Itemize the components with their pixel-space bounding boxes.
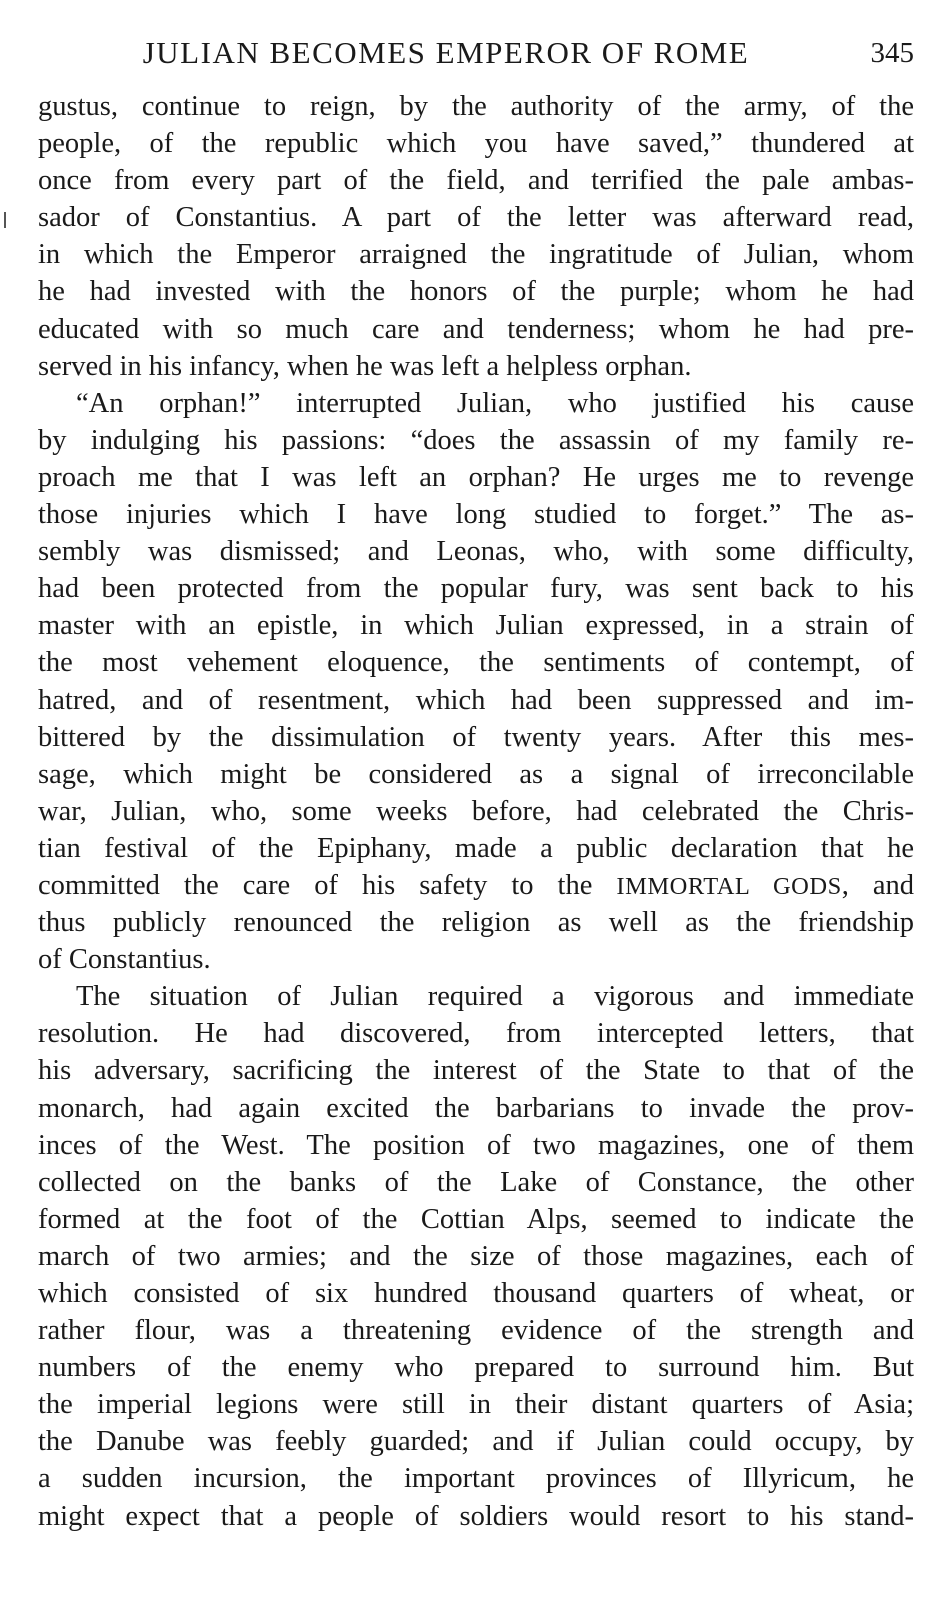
text-line: by indulging his passions: “does the assassin of my family re-	[38, 424, 914, 456]
text-line: rather flour, was a threatening evidence of the strength and	[38, 1315, 914, 1347]
text-line: thus publicly renounced the religion as well as the friendship	[38, 907, 914, 939]
text-line: his adversary, sacrificing the interest of the State to that of the	[38, 1055, 914, 1087]
paragraph-start-line: “An orphan!” interrupted Julian, who justified his cause	[76, 387, 914, 419]
text-line: a sudden incursion, the important provinces of Illyricum, he	[38, 1463, 914, 1495]
text-line: educated with so much care and tenderness; whom he had pre-	[38, 313, 914, 345]
text-line: might expect that a people of soldiers would resort to his stand-	[38, 1500, 914, 1532]
text-line: once from every part of the field, and terrified the pale ambas-	[38, 165, 914, 197]
text-line: bittered by the dissimulation of twenty years. After this mes-	[38, 721, 914, 753]
text-line: numbers of the enemy who prepared to surround him. But	[38, 1352, 914, 1384]
text-line: sembly was dismissed; and Leonas, who, with some difficulty,	[38, 536, 914, 568]
text-line: gustus, continue to reign, by the authority of the army, of the	[38, 91, 914, 122]
text-line: the most vehement eloquence, the sentiments of contempt, of	[38, 647, 914, 679]
text-line: monarch, had again excited the barbarians to invade the prov-	[38, 1092, 914, 1124]
running-head	[38, 30, 914, 76]
text-line-with-small-caps	[38, 867, 914, 904]
text-line: war, Julian, who, some weeks before, had celebrated the Chris-	[38, 795, 914, 827]
text-line: resolution. He had discovered, from intercepted letters, that	[38, 1018, 914, 1050]
text-line: of Constantius.	[38, 944, 211, 976]
text-line: he had invested with the honors of the purple; whom he had	[38, 276, 914, 308]
text-line: in which the Emperor arraigned the ingratitude of Julian, whom	[38, 239, 914, 271]
body-text	[38, 88, 914, 1535]
text-line: the imperial legions were still in their distant quarters of Asia;	[38, 1389, 914, 1421]
text-line: the Danube was feebly guarded; and if Julian could occupy, by	[38, 1426, 914, 1458]
text-line: hatred, and of resentment, which had been suppressed and im-	[38, 684, 914, 716]
paragraph-start-line: The situation of Julian required a vigorous and immediate	[76, 981, 914, 1013]
text-line: formed at the foot of the Cottian Alps, seemed to indicate the	[38, 1203, 914, 1235]
text-line: which consisted of six hundred thousand quarters of wheat, or	[38, 1278, 914, 1309]
small-caps-phrase: IMMORTAL GODS	[616, 872, 842, 900]
book-page	[38, 30, 914, 1535]
text-line: proach me that I was left an orphan? He urges me to revenge	[38, 461, 914, 493]
text-line: sador of Constantius. A part of the letter was afterward read,	[38, 202, 914, 234]
text-line: march of two armies; and the size of those magazines, each of	[38, 1240, 914, 1272]
margin-mark	[4, 212, 6, 228]
running-title: JULIAN BECOMES EMPEROR OF ROME	[142, 35, 750, 70]
text-line: tian festival of the Epiphany, made a public declaration that he	[38, 832, 914, 864]
text-segment: , and	[841, 869, 915, 901]
text-line: master with an epistle, in which Julian expressed, in a strain of	[38, 610, 914, 642]
text-line: collected on the banks of the Lake of Constance, the other	[38, 1166, 914, 1198]
page-number: 345	[870, 37, 914, 69]
text-line: those injuries which I have long studied to forget.” The as-	[38, 499, 914, 531]
text-line: had been protected from the popular fury, was sent back to his	[38, 573, 914, 605]
text-segment: committed the care of his safety to the	[38, 869, 593, 901]
text-line: people, of the republic which you have saved,” thundered at	[38, 128, 914, 160]
text-line: served in his infancy, when he was left a helpless orphan.	[38, 350, 692, 382]
text-line: inces of the West. The position of two magazines, one of them	[38, 1129, 914, 1161]
text-line: sage, which might be considered as a signal of irreconcilable	[38, 758, 914, 790]
